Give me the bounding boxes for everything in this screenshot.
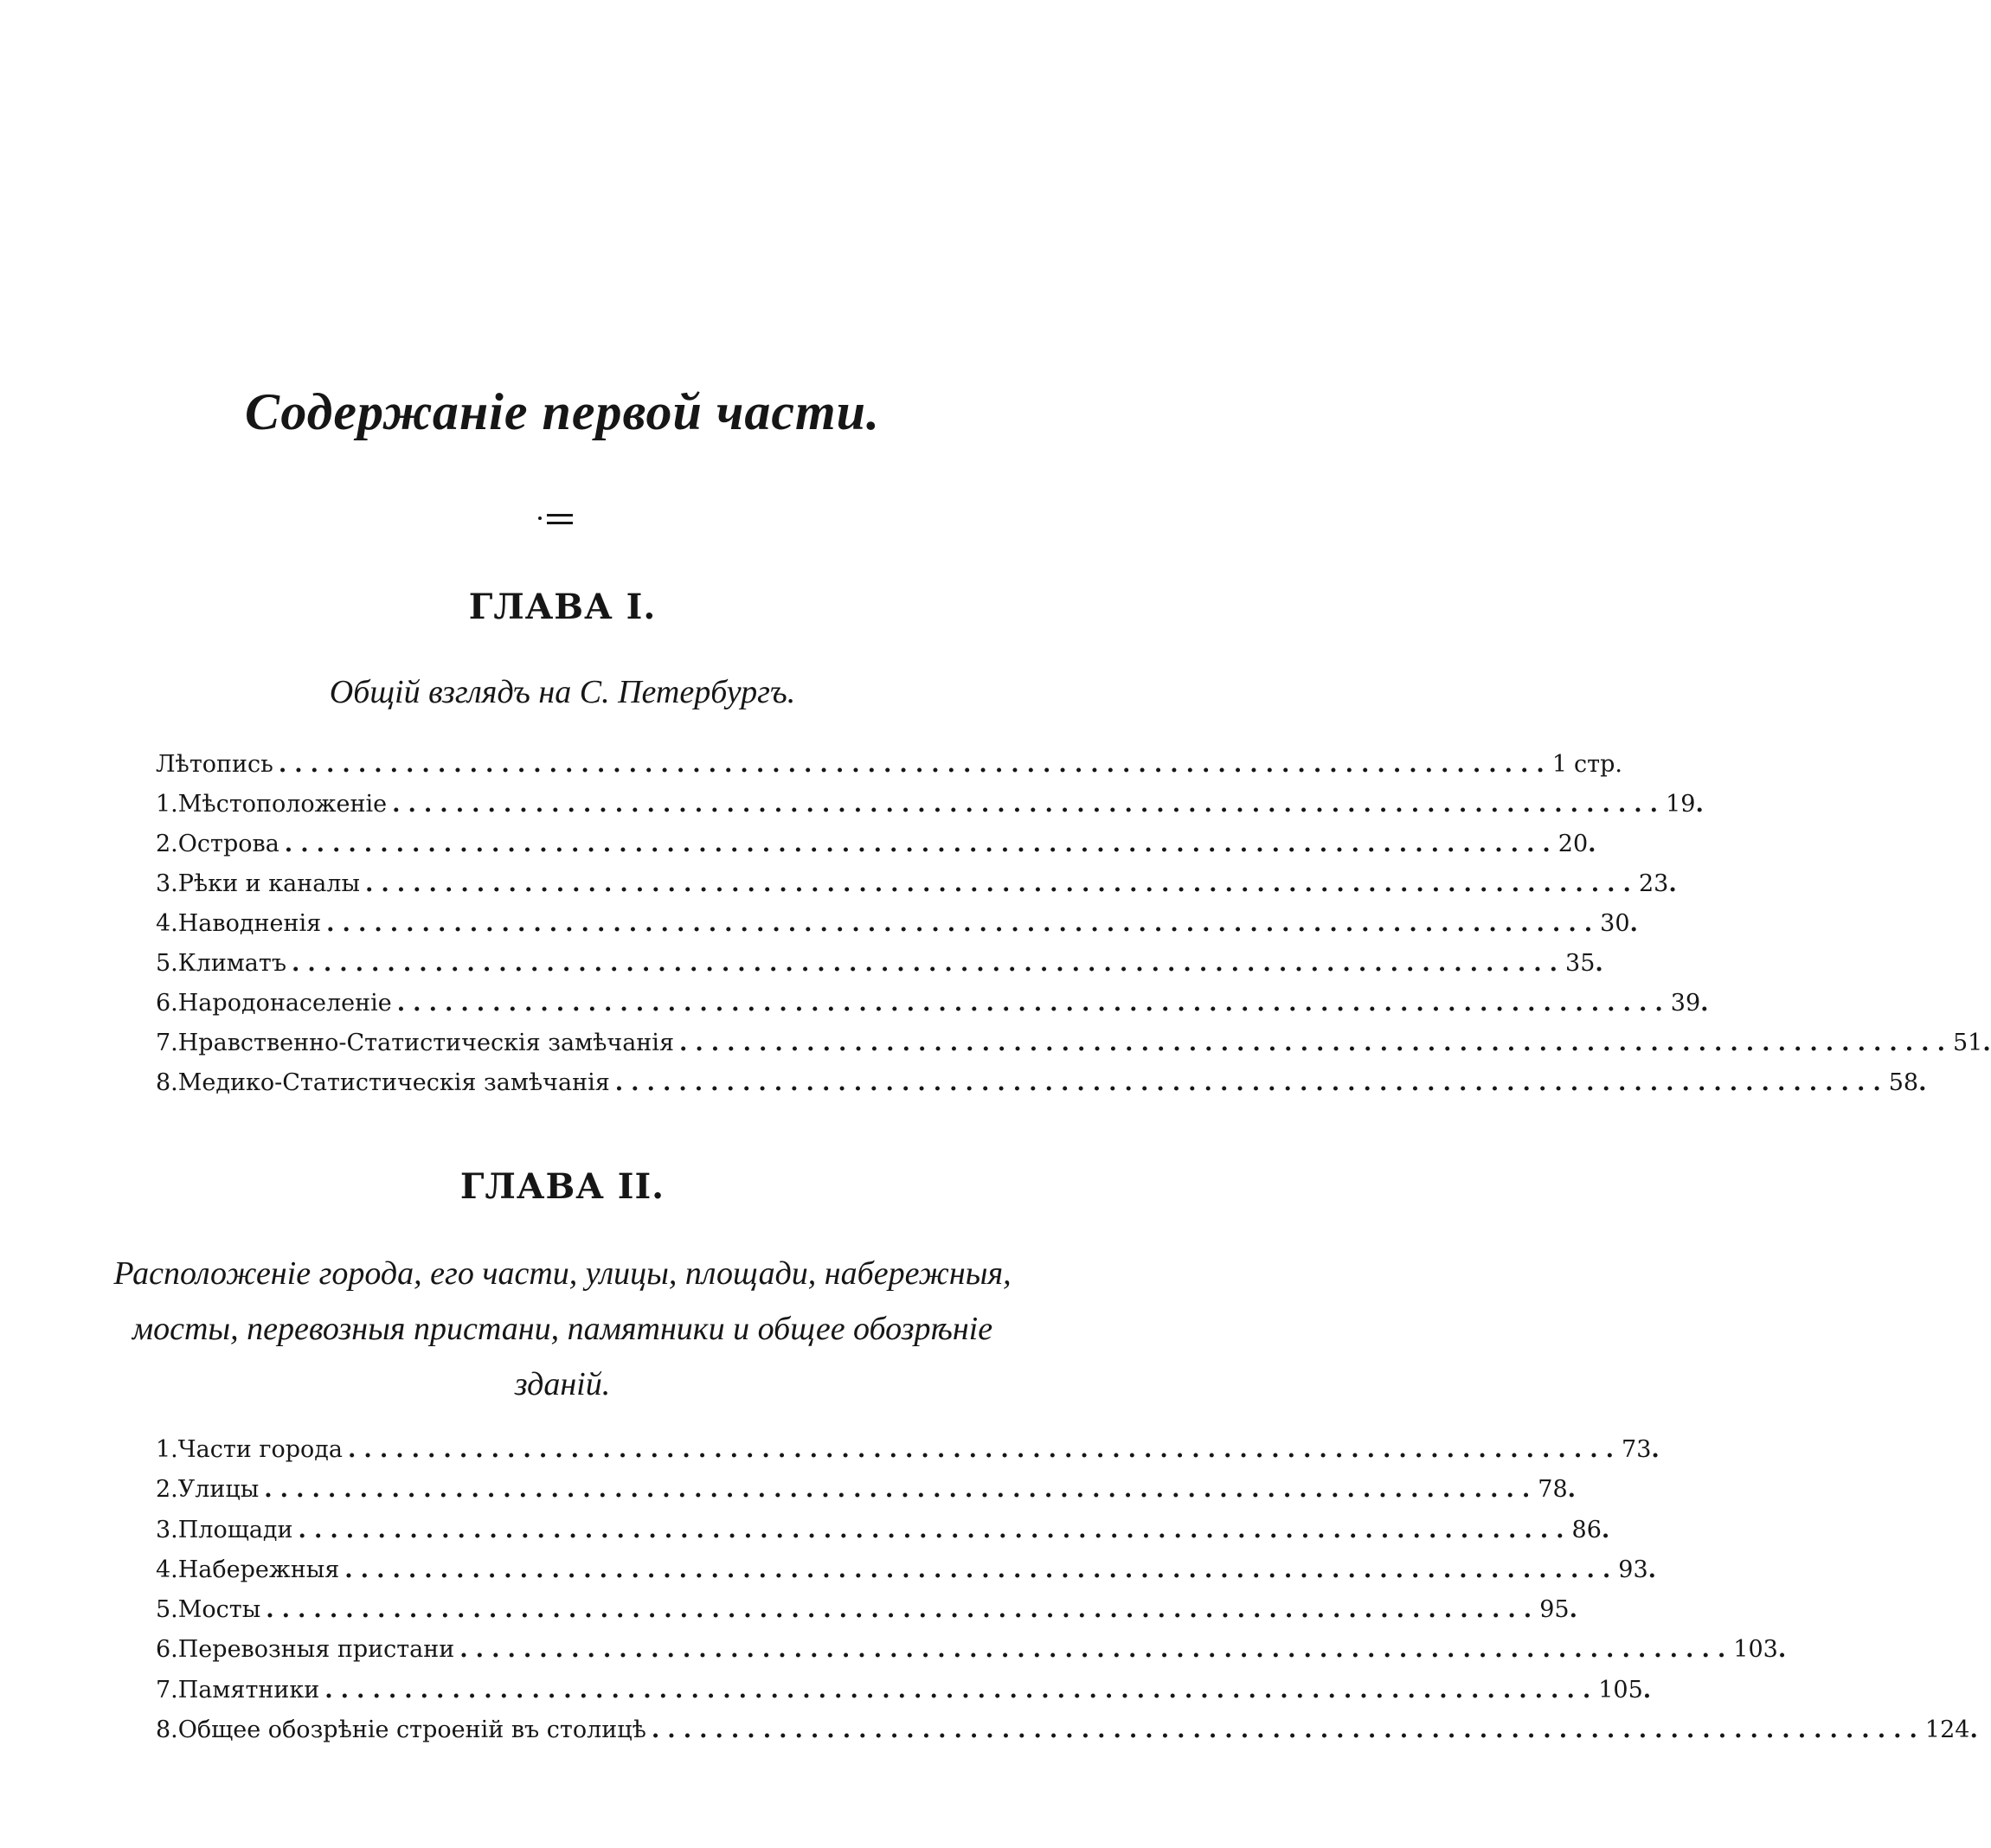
toc-entry-page-suffix: . [1668, 870, 1677, 897]
chapter-1-contents-list [156, 751, 1991, 1109]
toc-entry-number: 3. [156, 1516, 178, 1543]
toc-entry-page: 73 [1622, 1436, 1652, 1463]
toc-entry-page: 86 [1571, 1516, 1602, 1543]
toc-entry-page-suffix: . [1569, 1596, 1577, 1624]
toc-entry-page-suffix: стр. [1574, 751, 1622, 778]
toc-entry-page: 30 [1600, 910, 1630, 937]
toc-entry-page: 105 [1598, 1676, 1643, 1704]
toc-entry-label: Улицы [177, 1476, 260, 1504]
dot-leader: ................................................................................ [344, 1556, 1619, 1583]
toc-entry-label: Народонаселеніе [177, 990, 392, 1017]
toc-entry-number: 6. [156, 990, 178, 1017]
toc-entry [156, 1556, 1657, 1596]
chapter-2-subtitle: Расположеніе города, его части, улицы, площади, набережныя, мосты, перевозныя пристани, памятники и общее обозрѣніе зданій. [113, 1255, 1012, 1402]
toc-entry-page: 35 [1565, 950, 1596, 977]
toc-entry-number: 7. [156, 1030, 178, 1056]
toc-entry-number: 6. [156, 1636, 178, 1664]
dot-leader: ................................................................................ [392, 791, 1667, 818]
toc-entry-label: Мѣстоположеніе [177, 791, 388, 818]
toc-entry-page-suffix: . [1629, 910, 1638, 937]
toc-entry-label: Медико-Статистическія замѣчанія [177, 1069, 610, 1096]
toc-entry [156, 1069, 1927, 1109]
toc-entry-label: Рѣки и каналы [177, 870, 360, 897]
dot-leader: ................................................................................ [266, 1596, 1540, 1624]
toc-entry-number: 8. [156, 1069, 178, 1096]
toc-entry-page-suffix: . [1647, 1556, 1657, 1583]
toc-entry [156, 831, 1596, 870]
dot-leader: ................................................................................ [324, 1676, 1599, 1704]
chapter-1-subtitle: Общій взглядъ на С. Петербургъ. [329, 674, 796, 710]
toc-entry-page: 51 [1952, 1030, 1983, 1056]
toc-entry [156, 990, 1709, 1030]
dot-leader: ................................................................................ [651, 1716, 1925, 1744]
toc-entry-number: 5. [156, 950, 178, 977]
toc-entry-label: Перевозныя пристани [177, 1636, 455, 1664]
toc-entry-page: 19 [1666, 791, 1696, 818]
chapter-1-heading: ГЛАВА I. [468, 587, 657, 627]
toc-entry-page: 95 [1539, 1596, 1570, 1624]
toc-entry-label: Нравственно-Статистическія замѣчанія [177, 1030, 674, 1056]
toc-entry-number: 7. [156, 1676, 178, 1704]
dot-leader: ................................................................................ [614, 1069, 1889, 1096]
toc-entry-label: Мосты [177, 1596, 261, 1624]
dot-leader: ................................................................................ [678, 1030, 1953, 1056]
toc-entry-page: 124 [1924, 1716, 1970, 1744]
page-title: Содержаніе первой части. [244, 383, 881, 440]
toc-entry-number: 4. [156, 910, 178, 937]
toc-entry [156, 910, 1638, 950]
toc-entry-page: 78 [1538, 1476, 1568, 1504]
dot-leader: ................................................................................ [298, 1516, 1572, 1543]
toc-entry [156, 1030, 1991, 1069]
toc-entry-page: 20 [1557, 831, 1589, 857]
toc-entry-page: 58 [1888, 1069, 1919, 1096]
toc-entry-page-suffix: . [1695, 791, 1704, 818]
title-separator-ornament [538, 512, 573, 526]
toc-entry [156, 791, 1704, 831]
toc-entry-label: Острова [177, 831, 279, 857]
dot-leader: ................................................................................ [459, 1636, 1734, 1664]
dot-leader: ................................................................................ [348, 1436, 1622, 1463]
toc-entry [156, 751, 1622, 791]
toc-entry-page-suffix: . [1918, 1069, 1927, 1096]
toc-entry-label: Наводненія [177, 910, 322, 937]
toc-entry-number: 2. [156, 1476, 178, 1504]
toc-entry [156, 1636, 1787, 1676]
toc-entry-page: 1 [1551, 751, 1568, 778]
toc-entry-label: Лѣтопись [156, 751, 273, 778]
toc-entry-page-suffix: . [1567, 1476, 1577, 1504]
toc-entry [156, 870, 1677, 910]
toc-entry-label: Части города [177, 1436, 344, 1463]
toc-entry-page-suffix: . [1642, 1676, 1652, 1704]
toc-entry-number: 8. [156, 1716, 178, 1744]
toc-entry [156, 1476, 1577, 1516]
chapter-2-contents-list [156, 1436, 1978, 1756]
toc-entry-page-suffix: . [1777, 1636, 1787, 1664]
toc-entry-label: Общее обозрѣніе строеній въ столицѣ [177, 1716, 646, 1744]
toc-entry-number: 2. [156, 831, 178, 857]
toc-entry-number: 1. [156, 791, 178, 818]
toc-entry-page-suffix: . [1601, 1516, 1610, 1543]
toc-entry-page-suffix: . [1651, 1436, 1660, 1463]
toc-entry-label: Памятники [177, 1676, 320, 1704]
toc-entry-page: 23 [1638, 870, 1669, 897]
toc-entry-label: Набережныя [177, 1556, 340, 1583]
dot-leader: ................................................................................ [326, 910, 1601, 937]
toc-entry-number: 5. [156, 1596, 178, 1624]
chapter-2-heading: ГЛАВА II. [459, 1166, 665, 1207]
toc-entry [156, 1676, 1652, 1716]
dot-leader: ................................................................................ [292, 950, 1566, 977]
toc-entry [156, 1716, 1978, 1756]
toc-entry-number: 3. [156, 870, 178, 897]
toc-entry-label: Площади [177, 1516, 293, 1543]
toc-entry [156, 950, 1603, 990]
toc-entry-page-suffix: . [1982, 1030, 1991, 1056]
toc-entry [156, 1516, 1610, 1556]
dot-leader: ................................................................................ [264, 1476, 1538, 1504]
toc-entry-page-suffix: . [1700, 990, 1709, 1017]
toc-entry-page-suffix: . [1969, 1716, 1978, 1744]
toc-entry [156, 1596, 1577, 1636]
toc-entry-page-suffix: . [1588, 831, 1596, 857]
toc-entry [156, 1436, 1660, 1476]
dot-leader: ................................................................................ [284, 831, 1558, 857]
dot-leader: ................................................................................ [396, 990, 1671, 1017]
toc-entry-page-suffix: . [1595, 950, 1603, 977]
toc-entry-page: 93 [1618, 1556, 1648, 1583]
toc-entry-page: 103 [1733, 1636, 1778, 1664]
dot-leader: ................................................................................ [278, 751, 1552, 778]
toc-entry-label: Климатъ [177, 950, 287, 977]
toc-entry-number: 1. [156, 1436, 178, 1463]
toc-entry-number: 4. [156, 1556, 178, 1583]
dot-leader: ................................................................................ [364, 870, 1639, 897]
toc-entry-page: 39 [1670, 990, 1701, 1017]
